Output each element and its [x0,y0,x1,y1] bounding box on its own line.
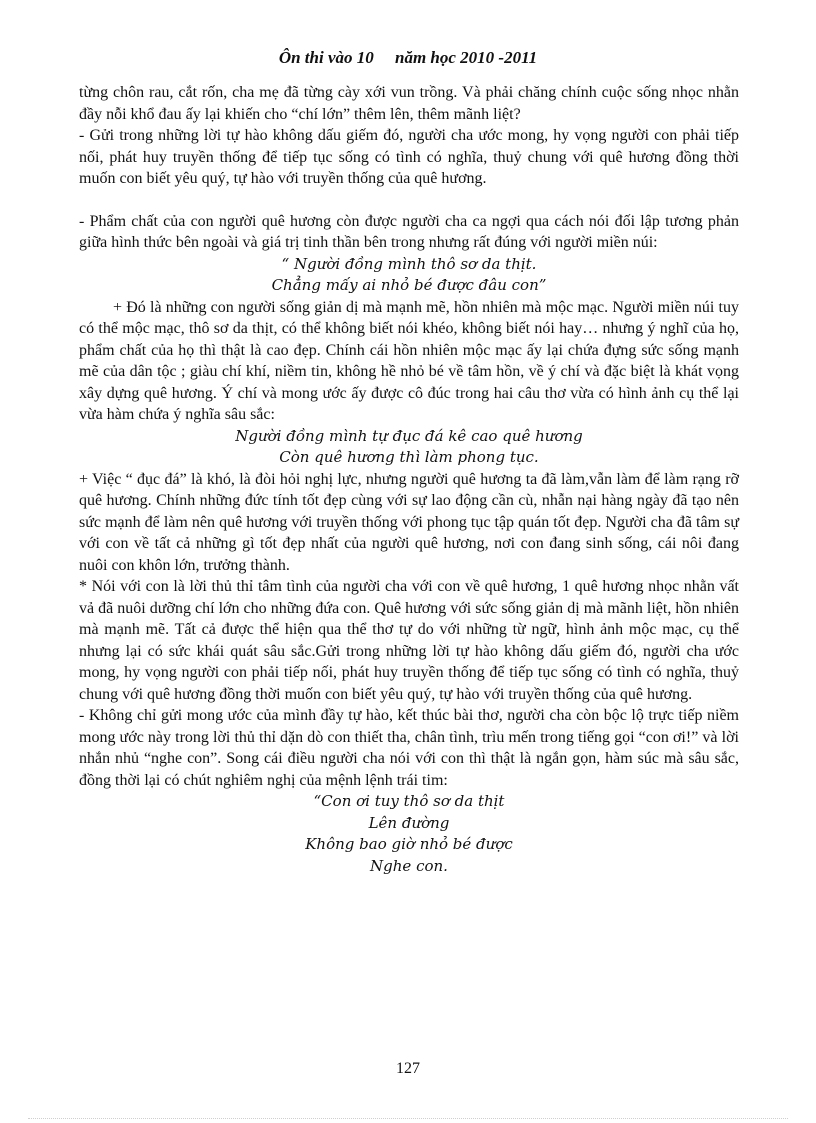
paragraph-7: - Không chỉ gửi mong ước của mình đầy tự hào, kết thúc bài thơ, người cha còn bộc lộ trực tiếp niềm mong ước này trong lời thủ thỉ dặn dò con thiết tha, chân tình, trìu mến trong tiếng gọi “con ơi!” và lời nhắn nhủ “nghe con”. Song cái điều người cha nói với con thì thật là ngắn gọn, hàm súc mà sâu sắc, đồng thời lại có chút nghiêm nghị của mệnh lệnh trái tim: [79,707,739,789]
poem-2-line-1: Người đồng mình tự đục đá kê cao quê hương [235,426,583,445]
poem-1-line-2: Chẳng mấy ai nhỏ bé được đâu con” [271,276,547,294]
bottom-dotted-rule [28,1118,788,1119]
poem-3-line-3: Không bao giờ nhỏ bé được [305,835,513,853]
page-header: Ôn thi vào 10 năm học 2010 -2011 [278,48,538,67]
poem-3-line-4: Nghe con. [370,856,448,875]
poem-3-line-2: Lên đường [368,813,450,832]
paragraph-5: + Việc “ đục đá” là khó, là đòi hỏi nghị lực, nhưng người quê hương ta đã làm,vẫn làm để làm rạng rỡ quê hương. Chính những đức tính tốt đẹp cùng với sự lao động cần cù, nhẫn nại hàng ngày đã tạo nên sức mạnh để làm nên quê hương với truyền thống với phong tục tập quán tốt đẹp. Người cha đã tâm sự với con về tất cả những gì tốt đẹp nhất của người quê hương, nơi con đang sinh sống, cái nôi đang nuôi con khôn lớn, trưởng thành. [79,470,739,574]
paragraph-4: + Đó là những con người sống giản dị mà mạnh mẽ, hồn nhiên mà mộc mạc. Người miền núi tuy có thể mộc mạc, thô sơ da thịt, có thể không biết nói khéo, không biết nói hay… nhưng ý nghĩ của họ, phẩm chất của họ thì thật là cao đẹp. Chính cái hồn nhiên mộc mạc ấy lại chứa đựng sức sống mạnh mẽ của dân tộc ; giàu chí khí, niềm tin, không hề nhỏ bé về tâm hồn, về ý chí và đặc biệt là khát vọng xây dựng quê hương. Ý chí và mong ước ấy được cô đúc trong hai câu thơ vừa có hình ảnh cụ thể lại vừa hàm chứa ý nghĩa sâu sắc: [79,298,739,423]
poem-2-line-2: Còn quê hương thì làm phong tục. [279,448,539,466]
poem-3-line-1: “Con ơi tuy thô sơ da thịt [313,792,505,810]
paragraph-6: * Nói với con là lời thủ thỉ tâm tình của người cha với con về quê hương, 1 quê hương nhọc nhằn vất vả đã nuôi dưỡng chí lớn cho những đứa con. Quê hương với sức sống giản dị mà mãnh liệt, hồn nhiên mà mạnh mẽ. Tất cả được thể hiện qua thể thơ tự do với những từ ngữ, hình ảnh mộc mạc, cụ thể nhưng lại có sức khái quát sâu sắc.Gửi trong những lời tự hào không dấu giếm đó, người cha ước mong, hy vọng người con phải tiếp nối, phát huy truyền thống để tiếp tục sống có tình có nghĩa, thuỷ chung với quê hương đồng thời muốn con biết yêu quý, tự hào với truyền thống của quê hương. [79,578,739,703]
paragraph-3: - Phẩm chất của con người quê hương còn được người cha ca ngợi qua cách nói đối lập tương phản giữa hình thức bên ngoài và giá trị tinh thần bên trong nhưng rất đúng với người miền núi: [79,212,739,251]
paragraph-2: - Gửi trong những lời tự hào không dấu giếm đó, người cha ước mong, hy vọng người con phải tiếp nối, phát huy truyền thống để tiếp tục sống có tình có nghĩa, thuỷ chung với quê hương đồng thời muốn con biết yêu quý, tự hào với truyền thống của quê hương. [79,127,739,187]
page-body [79,82,739,877]
paragraph-1: từng chôn rau, cắt rốn, cha mẹ đã từng cày xới vun trồng. Và phải chăng chính cuộc sống nhọc nhằn đầy nỗi khổ đau ấy lại khiến cho “chí lớn” thêm lên, thêm mãnh liệt? [79,84,739,123]
poem-1-line-1: “ Người đồng mình thô sơ da thịt. [281,254,537,273]
blank-line [79,190,739,211]
page-number: 127 [396,1060,420,1077]
